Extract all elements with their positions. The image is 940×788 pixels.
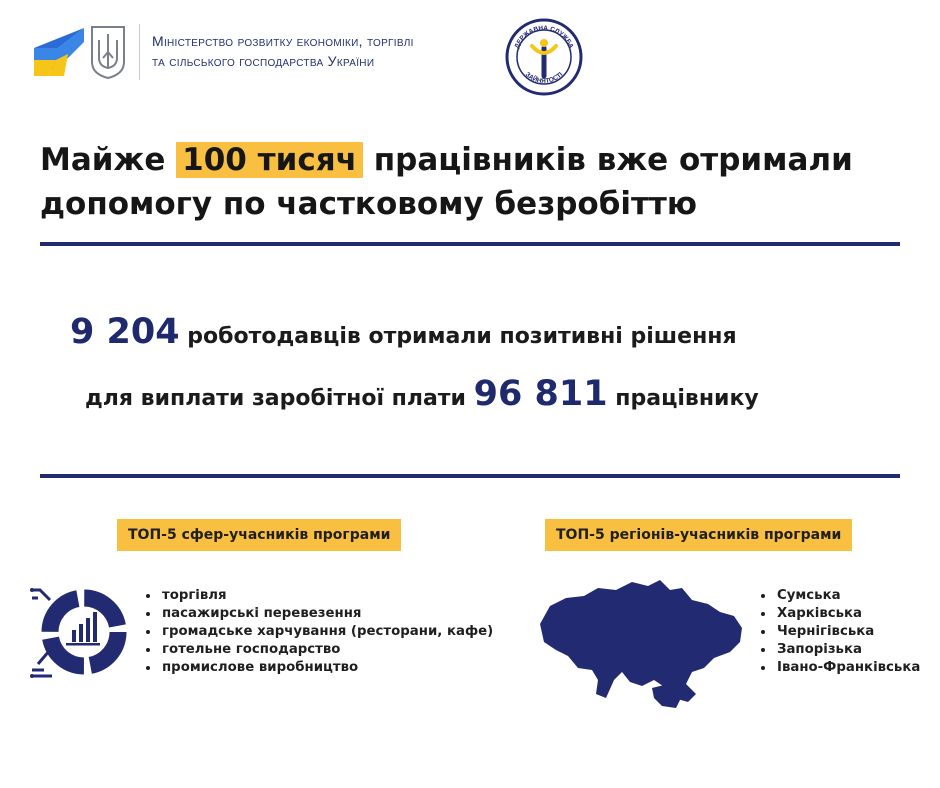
list-item: • Чернігівська: [775, 623, 920, 641]
ukraine-map-icon: [536, 576, 746, 711]
ministry-name-line2: та сільського господарства України: [152, 53, 375, 69]
regions-badge: ТОП-5 регіонів-учасників програми: [545, 519, 852, 551]
list-item: • Івано-Франківська: [775, 659, 920, 677]
sectors-badge: ТОП-5 сфер-учасників програми: [117, 519, 401, 551]
employers-text: роботодавців отримали позитивні рішення: [187, 324, 737, 349]
list-item: • пасажирські перевезення: [160, 605, 493, 623]
seal-text-top: ДЕРЖАВНА СЛУЖБА: [513, 24, 575, 50]
sectors-list: [144, 587, 493, 677]
trident-icon: [89, 24, 127, 80]
ministry-name-line1: Міністерство розвитку економіки, торгівлі: [152, 33, 414, 49]
regions-list: [759, 587, 920, 677]
title-line2: допомогу по частковому безробіттю: [40, 186, 698, 222]
seal-text-bottom: ЗАЙНЯТОСТІ: [523, 71, 565, 85]
ministry-name: [152, 31, 492, 71]
workers-stat: [85, 374, 759, 414]
sectors-chart-icon: [30, 584, 130, 684]
header-divider: [139, 24, 140, 80]
top-rule: [40, 242, 900, 246]
employers-count: 9 204: [70, 312, 180, 352]
workers-count: 96 811: [473, 374, 608, 414]
employers-stat: [70, 312, 737, 352]
title-prefix: Майже: [40, 142, 166, 178]
ministry-emblem-icon: [34, 28, 86, 78]
list-item: • промислове виробництво: [160, 659, 493, 677]
page-title: [40, 138, 910, 226]
workers-text: працівнику: [615, 386, 759, 411]
list-item: • Запорізька: [775, 641, 920, 659]
list-item: • громадське харчування (ресторани, кафе): [160, 623, 493, 641]
ministry-logo: [34, 28, 86, 78]
title-line1: [40, 138, 910, 182]
middle-rule: [40, 474, 900, 478]
employment-service-seal: [505, 18, 583, 96]
list-item: • торгівля: [160, 587, 493, 605]
list-item: • готельне господарство: [160, 641, 493, 659]
title-line1-rest: працівників вже отримали: [373, 142, 853, 178]
payment-text: для виплати заробітної плати: [85, 386, 466, 411]
list-item: • Сумська: [775, 587, 920, 605]
title-highlight: 100 тисяч: [176, 142, 363, 178]
employment-service-logo-icon: [505, 18, 583, 96]
list-item: • Харківська: [775, 605, 920, 623]
